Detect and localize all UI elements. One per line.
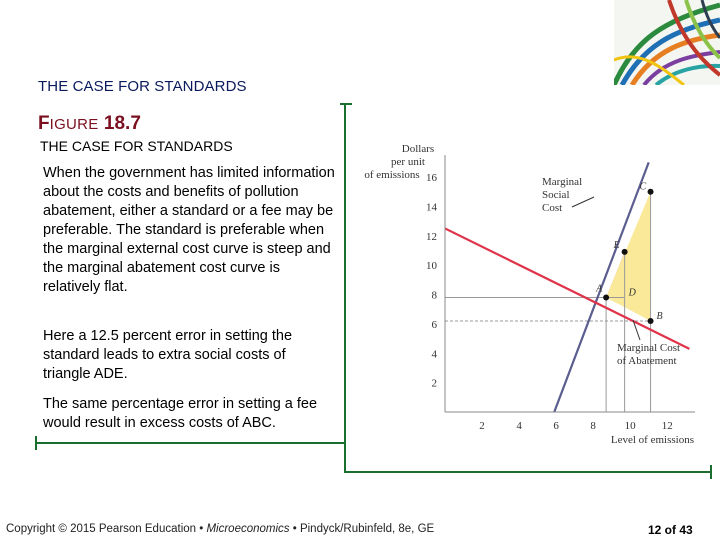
- standards-chart: [350, 135, 710, 450]
- cable-photo: [614, 0, 720, 85]
- msc-label-line-2: Cost: [542, 202, 563, 214]
- msc-label-line-1: Social: [542, 189, 570, 201]
- y-tick-10: 10: [426, 260, 437, 273]
- x-tick-12: 12: [661, 420, 673, 432]
- point-label-a: A: [596, 283, 603, 295]
- point-label-e: E: [613, 239, 620, 251]
- y-tick-14: 14: [426, 201, 437, 214]
- figure-label-number: 18.7: [103, 113, 141, 134]
- footer-copyright: [6, 523, 434, 535]
- msc-label-line-0: Marginal: [542, 176, 583, 188]
- frame-line-right-tick: [710, 465, 712, 479]
- x-tick-6: 6: [553, 420, 559, 432]
- y-axis-label-line-3: of emissions: [364, 169, 420, 181]
- book-title: Microeconomics: [206, 523, 290, 535]
- point-b: [648, 318, 654, 324]
- copyright-text: Copyright © 2015 Pearson Education •: [6, 523, 207, 535]
- frame-line-left-tick: [35, 436, 37, 450]
- figure-label-prefix: F: [38, 113, 50, 134]
- x-axis-label: Level of emissions: [610, 434, 694, 446]
- y-tick-6: 6: [431, 318, 437, 331]
- x-tick-4: 4: [516, 420, 522, 432]
- paragraph-standard-error: Here a 12.5 percent error in setting the standard leads to extra social costs of triangle ADE.: [43, 328, 293, 382]
- point-a: [603, 294, 609, 300]
- paragraph-main: When the government has limited information about the costs and benefits of pollution abatement, either a standard or a fee may be preferable. The standard is preferable when the marginal external cost curve is steep and the marginal abatement cost curve is relatively flat.: [43, 165, 335, 295]
- frame-line-vertical: [344, 103, 346, 473]
- series-line-1: [445, 228, 689, 348]
- x-tick-2: 2: [479, 420, 485, 432]
- x-tick-8: 8: [590, 420, 596, 432]
- figure-title: THE CASE FOR STANDARDS: [40, 138, 233, 154]
- page-number: 12 of 43: [648, 523, 693, 537]
- y-tick-16: 16: [426, 172, 437, 185]
- y-axis-label-line-2: per unit: [391, 156, 425, 168]
- point-c: [648, 189, 654, 195]
- msc-label-pointer: [572, 197, 594, 207]
- frame-line-top: [340, 103, 352, 105]
- figure-label: [38, 113, 141, 135]
- slide-title: THE CASE FOR STANDARDS: [38, 78, 247, 95]
- point-e: [622, 249, 628, 255]
- point-label-d: D: [628, 287, 636, 299]
- y-tick-4: 4: [431, 348, 437, 361]
- point-label-c: C: [639, 181, 647, 193]
- y-tick-8: 8: [431, 289, 437, 302]
- authors-text: • Pindyck/Rubinfeld, 8e, GE: [289, 523, 435, 535]
- y-axis-label-line-1: Dollars: [401, 143, 435, 155]
- mca-label-line-1: of Abatement: [617, 355, 677, 367]
- figure-label-word: IGURE: [49, 116, 99, 133]
- mca-label-line-0: Marginal Cost: [617, 342, 681, 354]
- x-tick-10: 10: [624, 420, 636, 432]
- y-tick-2: 2: [431, 377, 437, 390]
- point-label-b: B: [656, 310, 663, 322]
- frame-line-bottom: [344, 471, 712, 473]
- frame-line-left-horizontal: [35, 442, 346, 444]
- paragraph-fee-error: The same percentage error in setting a fee would result in excess costs of ABC.: [43, 396, 318, 431]
- y-tick-12: 12: [426, 230, 437, 243]
